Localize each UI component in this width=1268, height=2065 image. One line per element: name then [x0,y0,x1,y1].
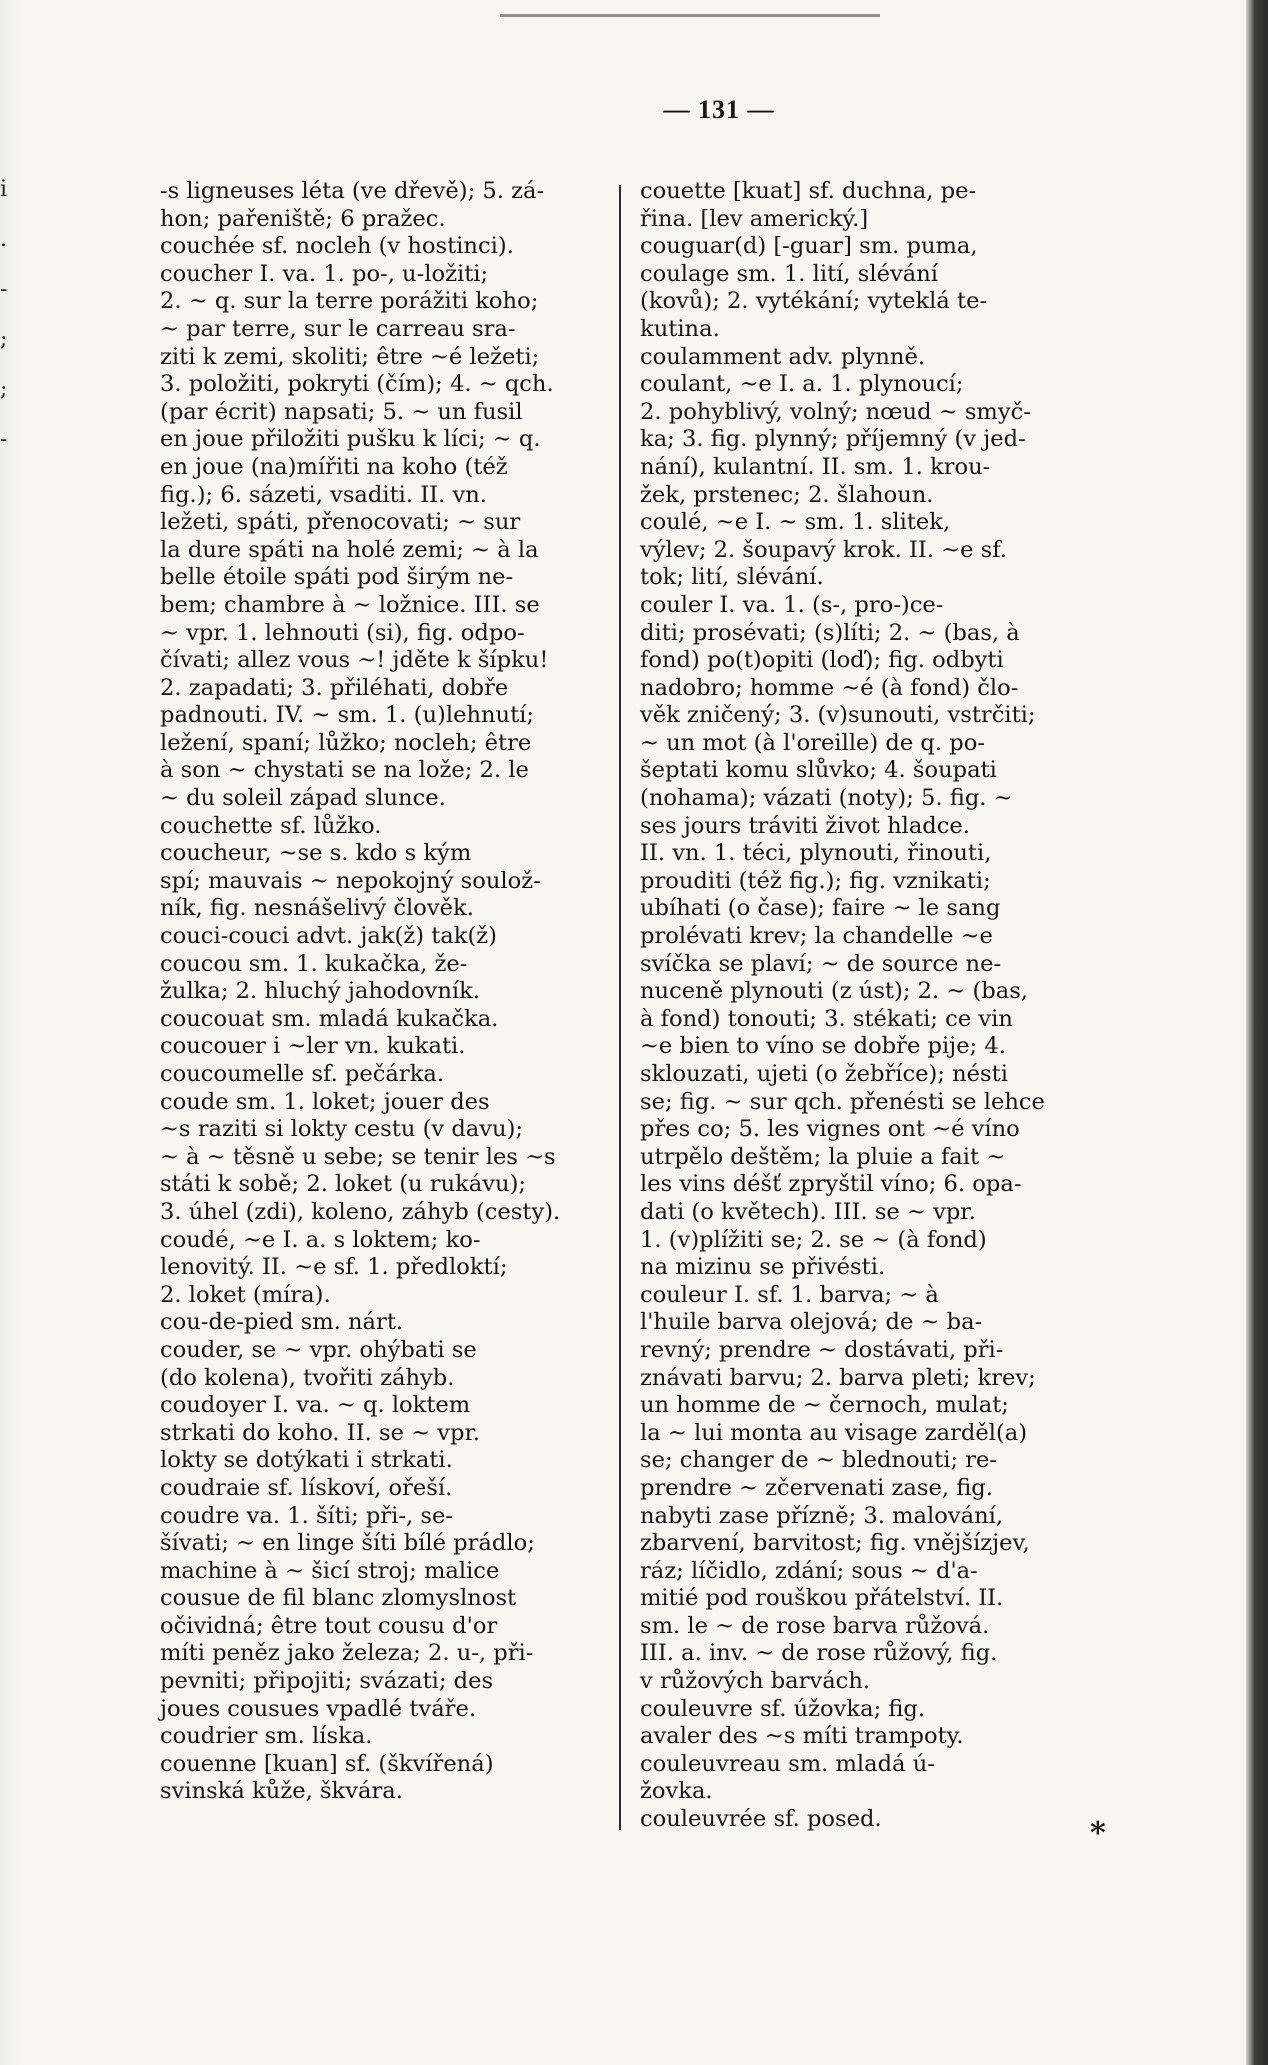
text-line: v růžových barvách. [640,1668,871,1695]
text-line: výlev; 2. šoupavý krok. II. ~e sf. [640,536,1007,563]
text-line: couleuvre sf. úžovka; fig. [640,1695,926,1722]
text-line: sklouzati, ujeti (o žebříce); nésti [640,1061,1008,1087]
text-line: coudre va. 1. šíti; při-, se- [160,1502,453,1529]
text-line: ~ à ~ těsně u sebe; se tenir les ~s [160,1143,556,1170]
text-line: ~s raziti si lokty cestu (v davu); [160,1116,524,1143]
text-line: pevniti; připojiti; svázati; des [160,1668,494,1695]
text-line: III. a. inv. ~ de rose růžový, fig. [640,1640,998,1667]
text-line: 2. ~ q. sur la terre porážiti koho; [160,288,539,315]
text-line: coulamment adv. plynně. [640,343,926,370]
text-line: cou-de-pied sm. nárt. [160,1309,404,1336]
text-line: se; fig. ~ sur qch. přenésti se lehce [640,1088,1045,1115]
text-line: coucheur, ~se s. kdo s kým [160,840,472,867]
text-line: míti peněz jako železa; 2. u-, při- [160,1640,534,1667]
text-line: ka; 3. fig. plynný; příjemný (v jed- [640,426,1026,453]
text-line: coulant, ~e I. a. 1. plynoucí; [640,371,964,398]
text-line: utrpělo deštěm; la pluie a fait ~ [640,1143,1006,1170]
text-line: šívati; ~ en linge šíti bílé prádlo; [160,1530,535,1557]
text-line: přes co; 5. les vignes ont ~é víno [640,1116,1020,1143]
column-divider [619,185,621,1830]
text-line: coulage sm. 1. lití, slévání [640,260,938,287]
text-line: 3. úhel (zdi), koleno, záhyb (cesty). [160,1198,561,1225]
text-line: spí; mauvais ~ nepokojný soulož- [160,867,541,894]
text-line: prolévati krev; la chandelle ~e [640,923,993,950]
text-line: 2. loket (míra). [160,1281,331,1308]
text-line: couchée sf. nocleh (v hostinci). [160,233,514,260]
text-line: na mizinu se přivésti. [640,1254,886,1281]
text-line: ležeti, spáti, přenocovati; ~ sur [160,509,521,536]
text-line: joues cousues vpadlé tváře. [160,1695,477,1722]
text-line: coudraie sf. lískoví, ořeší. [160,1474,453,1501]
text-line: coudé, ~e I. a. s loktem; ko- [160,1226,481,1253]
text-line: kutina. [640,315,720,342]
text-line: strkati do koho. II. se ~ vpr. [160,1419,480,1446]
text-line: očividná; être tout cousu d'or [160,1612,498,1639]
text-line: l'huile barva olejová; de ~ ba- [640,1309,983,1336]
margin-marks: i . - ; ; - [0,177,8,452]
text-line: coucoumelle sf. pečárka. [160,1061,445,1087]
right-column [640,178,1110,1834]
text-line: 2. zapadati; 3. přiléhati, dobře [160,674,509,701]
text-line: coucou sm. 1. kukačka, že- [160,950,468,977]
text-line: couler I. va. 1. (s-, pro-)ce- [640,591,944,618]
text-line: couci-couci advt. jak(ž) tak(ž) [160,923,497,950]
text-line: svinská kůže, škvára. [160,1778,403,1805]
text-line: nadobro; homme ~é (à fond) člo- [640,674,1019,701]
text-line: ~ du soleil západ slunce. [160,785,446,812]
text-line: coucher I. va. 1. po-, u-ložiti; [160,260,489,287]
text-line: ležení, spaní; lůžko; nocleh; être [160,729,532,756]
page-number: — 131 — [663,95,775,124]
text-line: revný; prendre ~ dostávati, při- [640,1336,1004,1363]
text-line: sm. le ~ de rose barva růžová. [640,1612,990,1639]
text-line: ník, fig. nesnášelivý člověk. [160,895,474,922]
text-line: šeptati komu slůvko; 4. šoupati [640,757,997,784]
text-line: státi k sobě; 2. loket (u rukávu); [160,1171,527,1198]
text-line: (nohama); vázati (noty); 5. fig. ~ [640,785,1013,812]
text-line: zbarvení, barvitost; fig. vnějšízjev, [640,1530,1030,1557]
text-line: la dure spáti na holé zemi; ~ à la [160,536,539,563]
text-line: coudrier sm. líska. [160,1723,373,1750]
text-line: (do kolena), tvořiti záhyb. [160,1364,455,1391]
text-line: tok; lití, slévání. [640,564,824,591]
text-line: -s ligneuses léta (ve dřevě); 5. zá- [160,178,545,204]
text-line: avaler des ~s míti trampoty. [640,1723,964,1750]
text-line: nabyti zase přízně; 3. malování, [640,1502,1004,1529]
text-line: žovka. [640,1778,713,1805]
text-line: couenne [kuan] sf. (škvířená) [160,1750,494,1777]
text-line: padnouti. IV. ~ sm. 1. (u)lehnutí; [160,702,535,729]
text-line: ráz; líčidlo, zdání; sous ~ d'a- [640,1557,978,1584]
text-line: prouditi (též fig.); fig. vznikati; [640,867,991,894]
text-line: fig.); 6. sázeti, vsaditi. II. vn. [160,481,487,508]
text-line: à fond) tonouti; 3. stékati; ce vin [640,1005,1013,1032]
text-line: à son ~ chystati se na lože; 2. le [160,757,529,784]
text-line: en joue (na)mířiti na koho (též [160,453,508,480]
text-line: prendre ~ zčervenati zase, fig. [640,1474,993,1501]
text-line: žulka; 2. hluchý jahodovník. [160,978,480,1005]
signature-mark: * [1090,1816,1106,1851]
text-line: nuceně plynouti (z úst); 2. ~ (bas, [640,978,1028,1005]
text-line: fond) po(t)opiti (loď); fig. odbyti [640,647,1004,674]
text-line: nání), kulantní. II. sm. 1. krou- [640,453,991,480]
scan-right-edge [1246,0,1268,2065]
top-rule [500,14,880,17]
text-line: coude sm. 1. loket; jouer des [160,1088,490,1115]
text-line: la ~ lui monta au visage zarděl(a) [640,1419,1028,1446]
text-line: les vins déšť zpryštil víno; 6. opa- [640,1171,1022,1198]
text-line: couleur I. sf. 1. barva; ~ à [640,1281,939,1308]
text-line: dati (o květech). III. se ~ vpr. [640,1198,976,1225]
text-line: čívati; allez vous ~! jděte k šípku! [160,647,549,674]
text-line: couleuvrée sf. posed. [640,1806,882,1833]
text-line: ziti k zemi, skoliti; être ~é ležeti; [160,343,540,370]
text-line: couchette sf. lůžko. [160,812,382,839]
text-line: se; changer de ~ blednouti; re- [640,1447,998,1474]
text-line: žek, prstenec; 2. šlahoun. [640,481,934,508]
text-line: ~ un mot (à l'oreille) de q. po- [640,729,985,756]
text-line: ~ vpr. 1. lehnouti (si), fig. odpo- [160,619,525,646]
text-line: coulé, ~e I. ~ sm. 1. slitek, [640,509,951,536]
text-line: II. vn. 1. téci, plynouti, řinouti, [640,840,992,867]
text-line: cousue de fil blanc zlomyslnost [160,1585,517,1612]
text-line: couette [kuat] sf. duchna, pe- [640,178,977,204]
text-line: svíčka se plaví; ~ de source ne- [640,950,1002,977]
text-line: znávati barvu; 2. barva pleti; krev; [640,1364,1036,1391]
text-line: coucouer i ~ler vn. kukati. [160,1033,466,1060]
text-line: en joue přiložiti pušku k líci; ~ q. [160,426,541,453]
text-line: couguar(d) [-guar] sm. puma, [640,233,978,260]
text-line: bem; chambre à ~ ložnice. III. se [160,591,540,618]
text-line: 3. položiti, pokryti (čím); 4. ~ qch. [160,371,554,398]
text-line: coudoyer I. va. ~ q. loktem [160,1392,471,1419]
text-line: ~ par terre, sur le carreau sra- [160,315,516,342]
text-line: ses jours tráviti život hladce. [640,812,970,839]
left-column [160,178,615,1806]
text-line: ubíhati (o čase); faire ~ le sang [640,895,1001,922]
text-line: (kovů); 2. vytékání; vyteklá te- [640,288,988,315]
text-line: machine à ~ šicí stroj; malice [160,1557,500,1584]
text-line: couder, se ~ vpr. ohýbati se [160,1336,477,1363]
text-line: diti; prosévati; (s)líti; 2. ~ (bas, à [640,619,1020,646]
text-line: řina. [lev americký.] [640,205,869,232]
text-line: coucouat sm. mladá kukačka. [160,1005,499,1032]
text-line: (par écrit) napsati; 5. ~ un fusil [160,398,523,425]
text-line: 2. pohyblivý, volný; nœud ~ smyč- [640,398,1031,425]
text-line: věk zničený; 3. (v)sunouti, vstrčiti; [640,702,1036,729]
text-line: couleuvreau sm. mladá ú- [640,1750,935,1777]
text-line: un homme de ~ černoch, mulat; [640,1392,1009,1419]
text-line: ~e bien to víno se dobře pije; 4. [640,1033,1006,1060]
text-line: hon; pařeniště; 6 pražec. [160,205,446,232]
text-line: lokty se dotýkati i strkati. [160,1447,453,1474]
text-line: mitié pod rouškou přátelství. II. [640,1585,1004,1612]
text-line: 1. (v)plížiti se; 2. se ~ (à fond) [640,1226,987,1253]
text-line: lenovitý. II. ~e sf. 1. předloktí; [160,1254,508,1281]
text-line: belle étoile spáti pod širým ne- [160,564,514,591]
